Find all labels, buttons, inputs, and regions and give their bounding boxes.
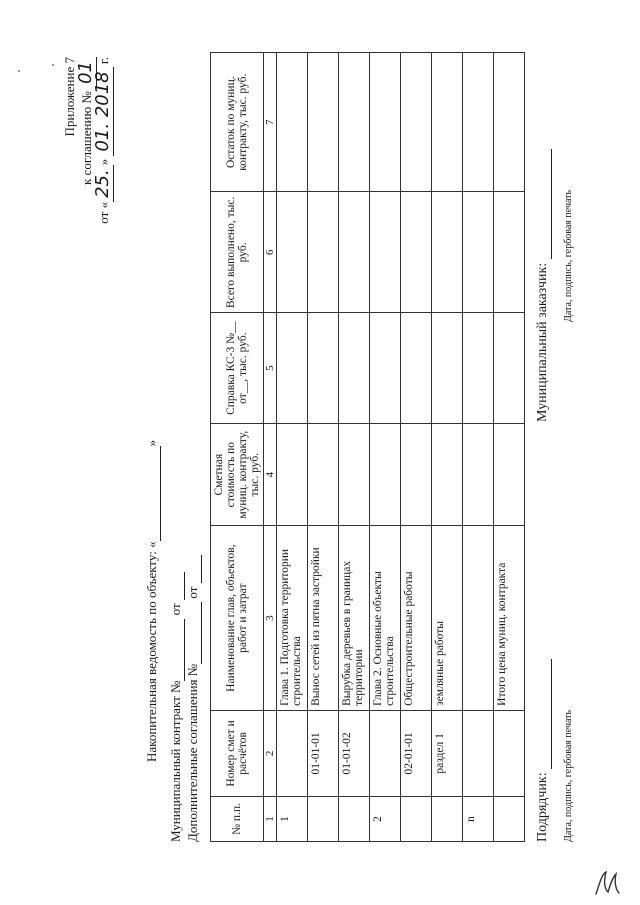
table-cell bbox=[494, 796, 525, 841]
table-cell bbox=[494, 192, 525, 313]
rotated-document-page bbox=[40, 22, 600, 882]
table-cell bbox=[308, 192, 339, 313]
table-cell bbox=[370, 192, 401, 313]
table-row bbox=[432, 53, 463, 842]
table-cell bbox=[370, 423, 401, 525]
table-row bbox=[401, 53, 432, 842]
table-row bbox=[339, 53, 370, 842]
contract-block bbox=[168, 555, 202, 842]
header-cell: Номер смет и расчётов bbox=[211, 710, 264, 796]
agreement-date-prefix: от « bbox=[96, 201, 111, 224]
header-cell: Сметная стоимость по муниц. контракту, тыс. руб. bbox=[211, 423, 264, 525]
supplementary-label: Дополнительные соглашения № bbox=[185, 663, 200, 842]
table-cell: Общестроительные работы bbox=[401, 526, 432, 710]
table-cell: Вырубка деревьев в границах территории bbox=[339, 526, 370, 710]
table-cell bbox=[494, 423, 525, 525]
column-number: 4 bbox=[264, 423, 277, 525]
table-cell: 01-01-02 bbox=[339, 710, 370, 796]
supplementary-from-label: от bbox=[185, 586, 200, 599]
table-cell bbox=[308, 53, 339, 192]
header-cell: Справка КС-3 №__ от__, тыс. руб. bbox=[211, 313, 264, 424]
column-number: 5 bbox=[264, 313, 277, 424]
table-cell: 01-01-01 bbox=[308, 710, 339, 796]
agreement-number-handwritten: 01 bbox=[75, 57, 97, 88]
supplementary-number-blank bbox=[185, 602, 202, 664]
customer-signature-line bbox=[535, 149, 552, 259]
contractor-label: Подрядчик: bbox=[535, 772, 550, 842]
table-cell: 1 bbox=[277, 796, 308, 841]
contract-line bbox=[168, 555, 185, 842]
contractor-signature-note: Дата, подпись, гербовая печать bbox=[563, 709, 574, 842]
table-cell bbox=[463, 526, 494, 710]
table-cell bbox=[339, 423, 370, 525]
table-row bbox=[463, 53, 494, 842]
ledger-header bbox=[211, 53, 277, 842]
table-cell bbox=[277, 423, 308, 525]
customer-signature bbox=[535, 149, 552, 422]
contractor-signature-line bbox=[535, 659, 552, 769]
table-cell bbox=[401, 53, 432, 192]
table-cell bbox=[308, 313, 339, 424]
ledger-header-row bbox=[211, 53, 264, 842]
header-cell: Всего выполнено, тыс. руб. bbox=[211, 192, 264, 313]
table-cell: 2 bbox=[370, 796, 401, 841]
table-cell bbox=[277, 53, 308, 192]
table-cell bbox=[432, 192, 463, 313]
table-cell: Глава 2. Основные объекты строительства bbox=[370, 526, 401, 710]
table-cell bbox=[370, 313, 401, 424]
contract-number-blank bbox=[168, 619, 185, 681]
table-cell bbox=[463, 710, 494, 796]
agreement-date-suffix: г. bbox=[96, 57, 111, 65]
agreement-day-handwritten: 25. bbox=[92, 165, 114, 202]
document-title-prefix: Накопительная ведомость по объекту: « bbox=[144, 541, 159, 762]
column-number: 1 bbox=[264, 796, 277, 841]
table-cell: Вынос сетей из пятна застройки bbox=[308, 526, 339, 710]
table-cell: раздел 1 bbox=[432, 710, 463, 796]
table-cell bbox=[339, 313, 370, 424]
table-cell bbox=[339, 192, 370, 313]
table-cell bbox=[401, 796, 432, 841]
table-cell bbox=[277, 710, 308, 796]
table-cell bbox=[494, 53, 525, 192]
agreement-date-handwritten: 01. 2018 bbox=[92, 67, 114, 155]
table-cell bbox=[432, 313, 463, 424]
table-cell bbox=[432, 423, 463, 525]
contractor-signature bbox=[535, 659, 552, 842]
table-cell: земляные работы bbox=[432, 526, 463, 710]
table-cell bbox=[463, 53, 494, 192]
object-name-blank bbox=[144, 446, 161, 541]
column-number-row bbox=[264, 53, 277, 842]
ledger-table bbox=[210, 52, 525, 842]
document-title-suffix: » bbox=[144, 439, 159, 447]
table-cell: 02-01-01 bbox=[401, 710, 432, 796]
table-cell bbox=[463, 313, 494, 424]
agreement-number-label: к соглашению № bbox=[79, 91, 94, 185]
appendix-block bbox=[62, 57, 112, 224]
table-cell bbox=[308, 796, 339, 841]
handwritten-initials-mark bbox=[592, 868, 622, 898]
table-cell bbox=[308, 423, 339, 525]
table-cell bbox=[277, 192, 308, 313]
agreement-date-line bbox=[92, 57, 113, 224]
column-number: 6 bbox=[264, 192, 277, 313]
table-row bbox=[277, 53, 308, 842]
table-cell bbox=[463, 423, 494, 525]
table-cell: n bbox=[463, 796, 494, 841]
table-cell bbox=[370, 53, 401, 192]
contract-from-label: от bbox=[168, 603, 183, 616]
table-cell bbox=[277, 313, 308, 424]
supplementary-line bbox=[185, 555, 202, 842]
table-cell bbox=[494, 710, 525, 796]
customer-signature-note: Дата, подпись, гербовая печать bbox=[563, 189, 574, 322]
header-cell: Наименование глав, объектов, работ и затрат bbox=[211, 526, 264, 710]
table-cell bbox=[432, 796, 463, 841]
table-cell bbox=[494, 313, 525, 424]
table-cell bbox=[401, 192, 432, 313]
contract-date-blank bbox=[168, 572, 185, 600]
table-cell: Глава 1. Подготовка территории строительства bbox=[277, 526, 308, 710]
agreement-date-mid: » bbox=[96, 158, 111, 166]
table-cell bbox=[401, 313, 432, 424]
table-cell bbox=[463, 192, 494, 313]
scan-speck bbox=[18, 70, 20, 72]
document-title bbox=[144, 440, 161, 762]
customer-label: Муниципальный заказчик: bbox=[535, 262, 550, 422]
appendix-title: Приложение 7 bbox=[62, 57, 77, 137]
column-number: 2 bbox=[264, 710, 277, 796]
supplementary-date-blank bbox=[185, 555, 202, 583]
table-cell: Итого цена муниц. контракта bbox=[494, 526, 525, 710]
column-number: 7 bbox=[264, 53, 277, 192]
ledger-body bbox=[277, 53, 525, 842]
header-cell: № п.п. bbox=[211, 796, 264, 841]
table-cell bbox=[401, 423, 432, 525]
table-cell bbox=[432, 53, 463, 192]
table-row bbox=[370, 53, 401, 842]
table-row bbox=[494, 53, 525, 842]
table-cell bbox=[339, 53, 370, 192]
table-cell bbox=[370, 710, 401, 796]
contract-label: Муниципальный контракт № bbox=[168, 680, 183, 842]
header-cell: Остаток по муниц. контракту, тыс. руб. bbox=[211, 53, 264, 192]
column-number: 3 bbox=[264, 526, 277, 710]
table-row bbox=[308, 53, 339, 842]
table-cell bbox=[339, 796, 370, 841]
